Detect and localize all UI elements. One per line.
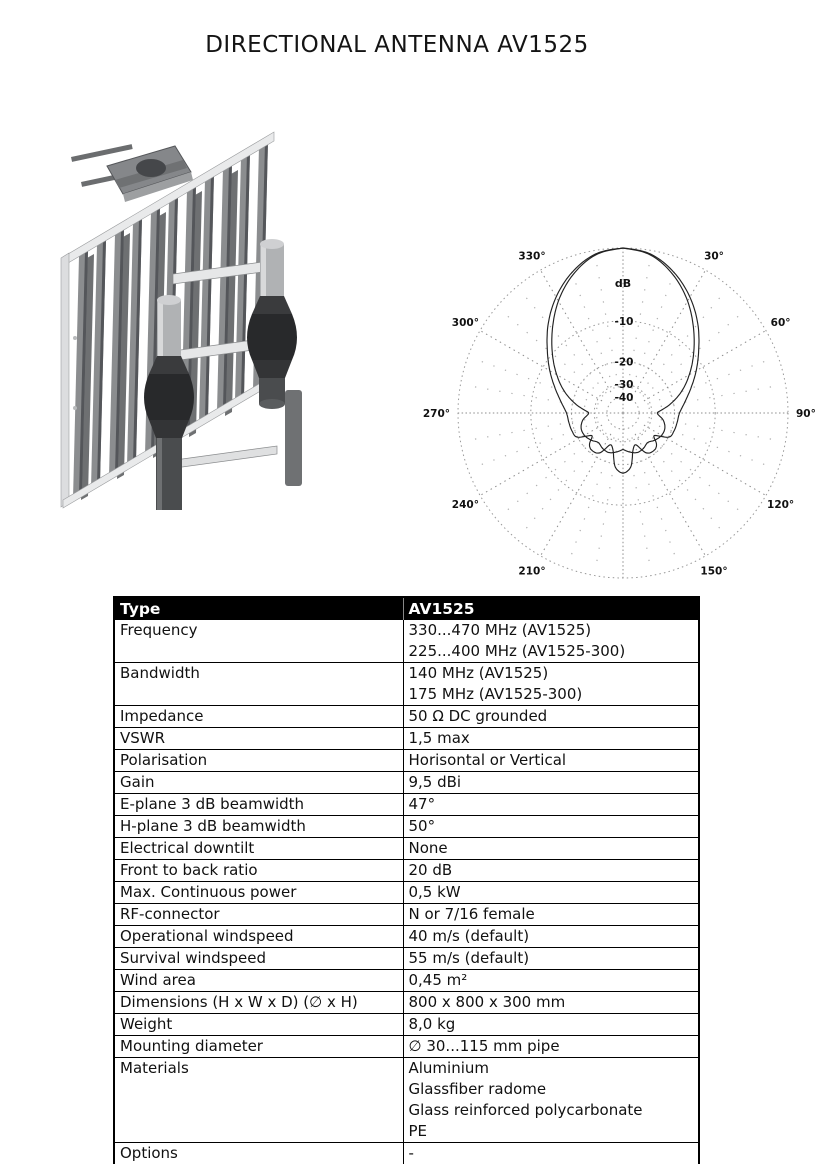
spec-value: 55 m/s (default)	[403, 948, 699, 970]
spec-value: 9,5 dBi	[403, 772, 699, 794]
spec-label: Mounting diameter	[114, 1036, 403, 1058]
grid-minor-spoke	[500, 430, 603, 517]
table-row	[114, 794, 699, 816]
spec-value: 8,0 kg	[403, 1014, 699, 1036]
spec-value: 0,45 m²	[403, 970, 699, 992]
spec-label: Max. Continuous power	[114, 882, 403, 904]
spec-value: None	[403, 838, 699, 860]
table-row	[114, 904, 699, 926]
table-row	[114, 882, 699, 904]
angle-label: 90°	[796, 408, 816, 420]
grid-minor-spoke	[647, 358, 774, 404]
grid-spoke	[480, 425, 602, 495]
antenna-photo	[35, 108, 335, 513]
spec-value: 47°	[403, 794, 699, 816]
radial-tick-label: -40	[614, 391, 634, 404]
spec-label: Impedance	[114, 706, 403, 728]
angle-label: 240°	[451, 499, 479, 511]
grid-spoke	[480, 331, 602, 401]
spec-label: Bandwidth	[114, 663, 403, 706]
grid-minor-spoke	[595, 439, 618, 572]
spec-table	[113, 596, 700, 1164]
page-title: DIRECTIONAL ANTENNA AV1525	[205, 32, 589, 58]
angle-label: 150°	[700, 565, 728, 578]
table-row	[114, 1143, 699, 1164]
spec-value: Aluminium Glassfiber radome Glass reinforced polycarbonate PE	[403, 1058, 699, 1143]
spec-value: 20 dB	[403, 860, 699, 882]
spec-label: Front to back ratio	[114, 860, 403, 882]
grid-minor-spoke	[640, 433, 727, 536]
figure-area	[0, 100, 824, 578]
radiation-pattern-chart	[423, 223, 823, 603]
table-row	[114, 1014, 699, 1036]
spec-label: Dimensions (H x W x D) (∅ x H)	[114, 992, 403, 1014]
radial-tick-label: -20	[614, 356, 634, 369]
spec-value: 330...470 MHz (AV1525) 225...400 MHz (AV1525-300)	[403, 620, 699, 663]
table-row	[114, 620, 699, 663]
spec-label: E-plane 3 dB beamwidth	[114, 794, 403, 816]
angle-label: 330°	[518, 250, 546, 263]
header-model: AV1525	[403, 597, 699, 620]
table-row	[114, 1058, 699, 1143]
radial-axis-label: dB	[614, 277, 632, 290]
table-row	[114, 663, 699, 706]
table-row	[114, 948, 699, 970]
grid-minor-spoke	[632, 437, 678, 564]
grid-minor-spoke	[647, 422, 774, 468]
table-row	[114, 706, 699, 728]
frame-left-beam	[61, 253, 69, 507]
grid-minor-spoke	[472, 358, 599, 404]
grid-minor-spoke	[520, 290, 607, 393]
table-row	[114, 772, 699, 794]
spec-label: VSWR	[114, 728, 403, 750]
angle-label: 120°	[767, 499, 795, 511]
spec-value: 800 x 800 x 300 mm	[403, 992, 699, 1014]
spec-value: Horisontal or Vertical	[403, 750, 699, 772]
spec-label: Materials	[114, 1058, 403, 1143]
table-row	[114, 750, 699, 772]
grid-minor-spoke	[500, 310, 603, 397]
angle-label: 270°	[423, 408, 450, 420]
spec-label: H-plane 3 dB beamwidth	[114, 816, 403, 838]
spec-value: -	[403, 1143, 699, 1164]
spec-label: Options	[114, 1143, 403, 1164]
table-row	[114, 1036, 699, 1058]
spec-label: Frequency	[114, 620, 403, 663]
spec-label: Weight	[114, 1014, 403, 1036]
grid-spoke	[644, 331, 766, 401]
spec-value: ∅ 30...115 mm pipe	[403, 1036, 699, 1058]
table-row	[114, 816, 699, 838]
spec-label: Survival windspeed	[114, 948, 403, 970]
grid-minor-spoke	[520, 433, 607, 536]
spec-label: RF-connector	[114, 904, 403, 926]
table-row	[114, 926, 699, 948]
grid-minor-spoke	[632, 262, 678, 389]
spec-value: 0,5 kW	[403, 882, 699, 904]
spec-label: Polarisation	[114, 750, 403, 772]
table-row	[114, 728, 699, 750]
grid-spoke	[644, 425, 766, 495]
spec-value: N or 7/16 female	[403, 904, 699, 926]
radial-tick-label: -30	[614, 379, 634, 392]
spec-label: Gain	[114, 772, 403, 794]
table-row	[114, 838, 699, 860]
table-row	[114, 970, 699, 992]
spec-value: 50 Ω DC grounded	[403, 706, 699, 728]
table-header-row	[114, 597, 699, 620]
angle-label: 300°	[451, 317, 479, 329]
spec-value: 140 MHz (AV1525) 175 MHz (AV1525-300)	[403, 663, 699, 706]
grid-minor-spoke	[568, 262, 614, 389]
grid-minor-spoke	[472, 422, 599, 468]
spec-value: 1,5 max	[403, 728, 699, 750]
grid-minor-spoke	[640, 290, 727, 393]
radial-tick-label: -10	[614, 315, 634, 328]
angle-label: 60°	[770, 317, 791, 329]
header-type: Type	[114, 597, 403, 620]
angle-label: 30°	[704, 250, 724, 263]
angle-label: 210°	[518, 565, 546, 578]
grid-minor-spoke	[643, 430, 746, 517]
table-row	[114, 860, 699, 882]
spec-value: 40 m/s (default)	[403, 926, 699, 948]
table-row	[114, 992, 699, 1014]
spec-label: Electrical downtilt	[114, 838, 403, 860]
spec-value: 50°	[403, 816, 699, 838]
spec-label: Wind area	[114, 970, 403, 992]
grid-minor-spoke	[643, 310, 746, 397]
spec-label: Operational windspeed	[114, 926, 403, 948]
grid-minor-spoke	[568, 437, 614, 564]
